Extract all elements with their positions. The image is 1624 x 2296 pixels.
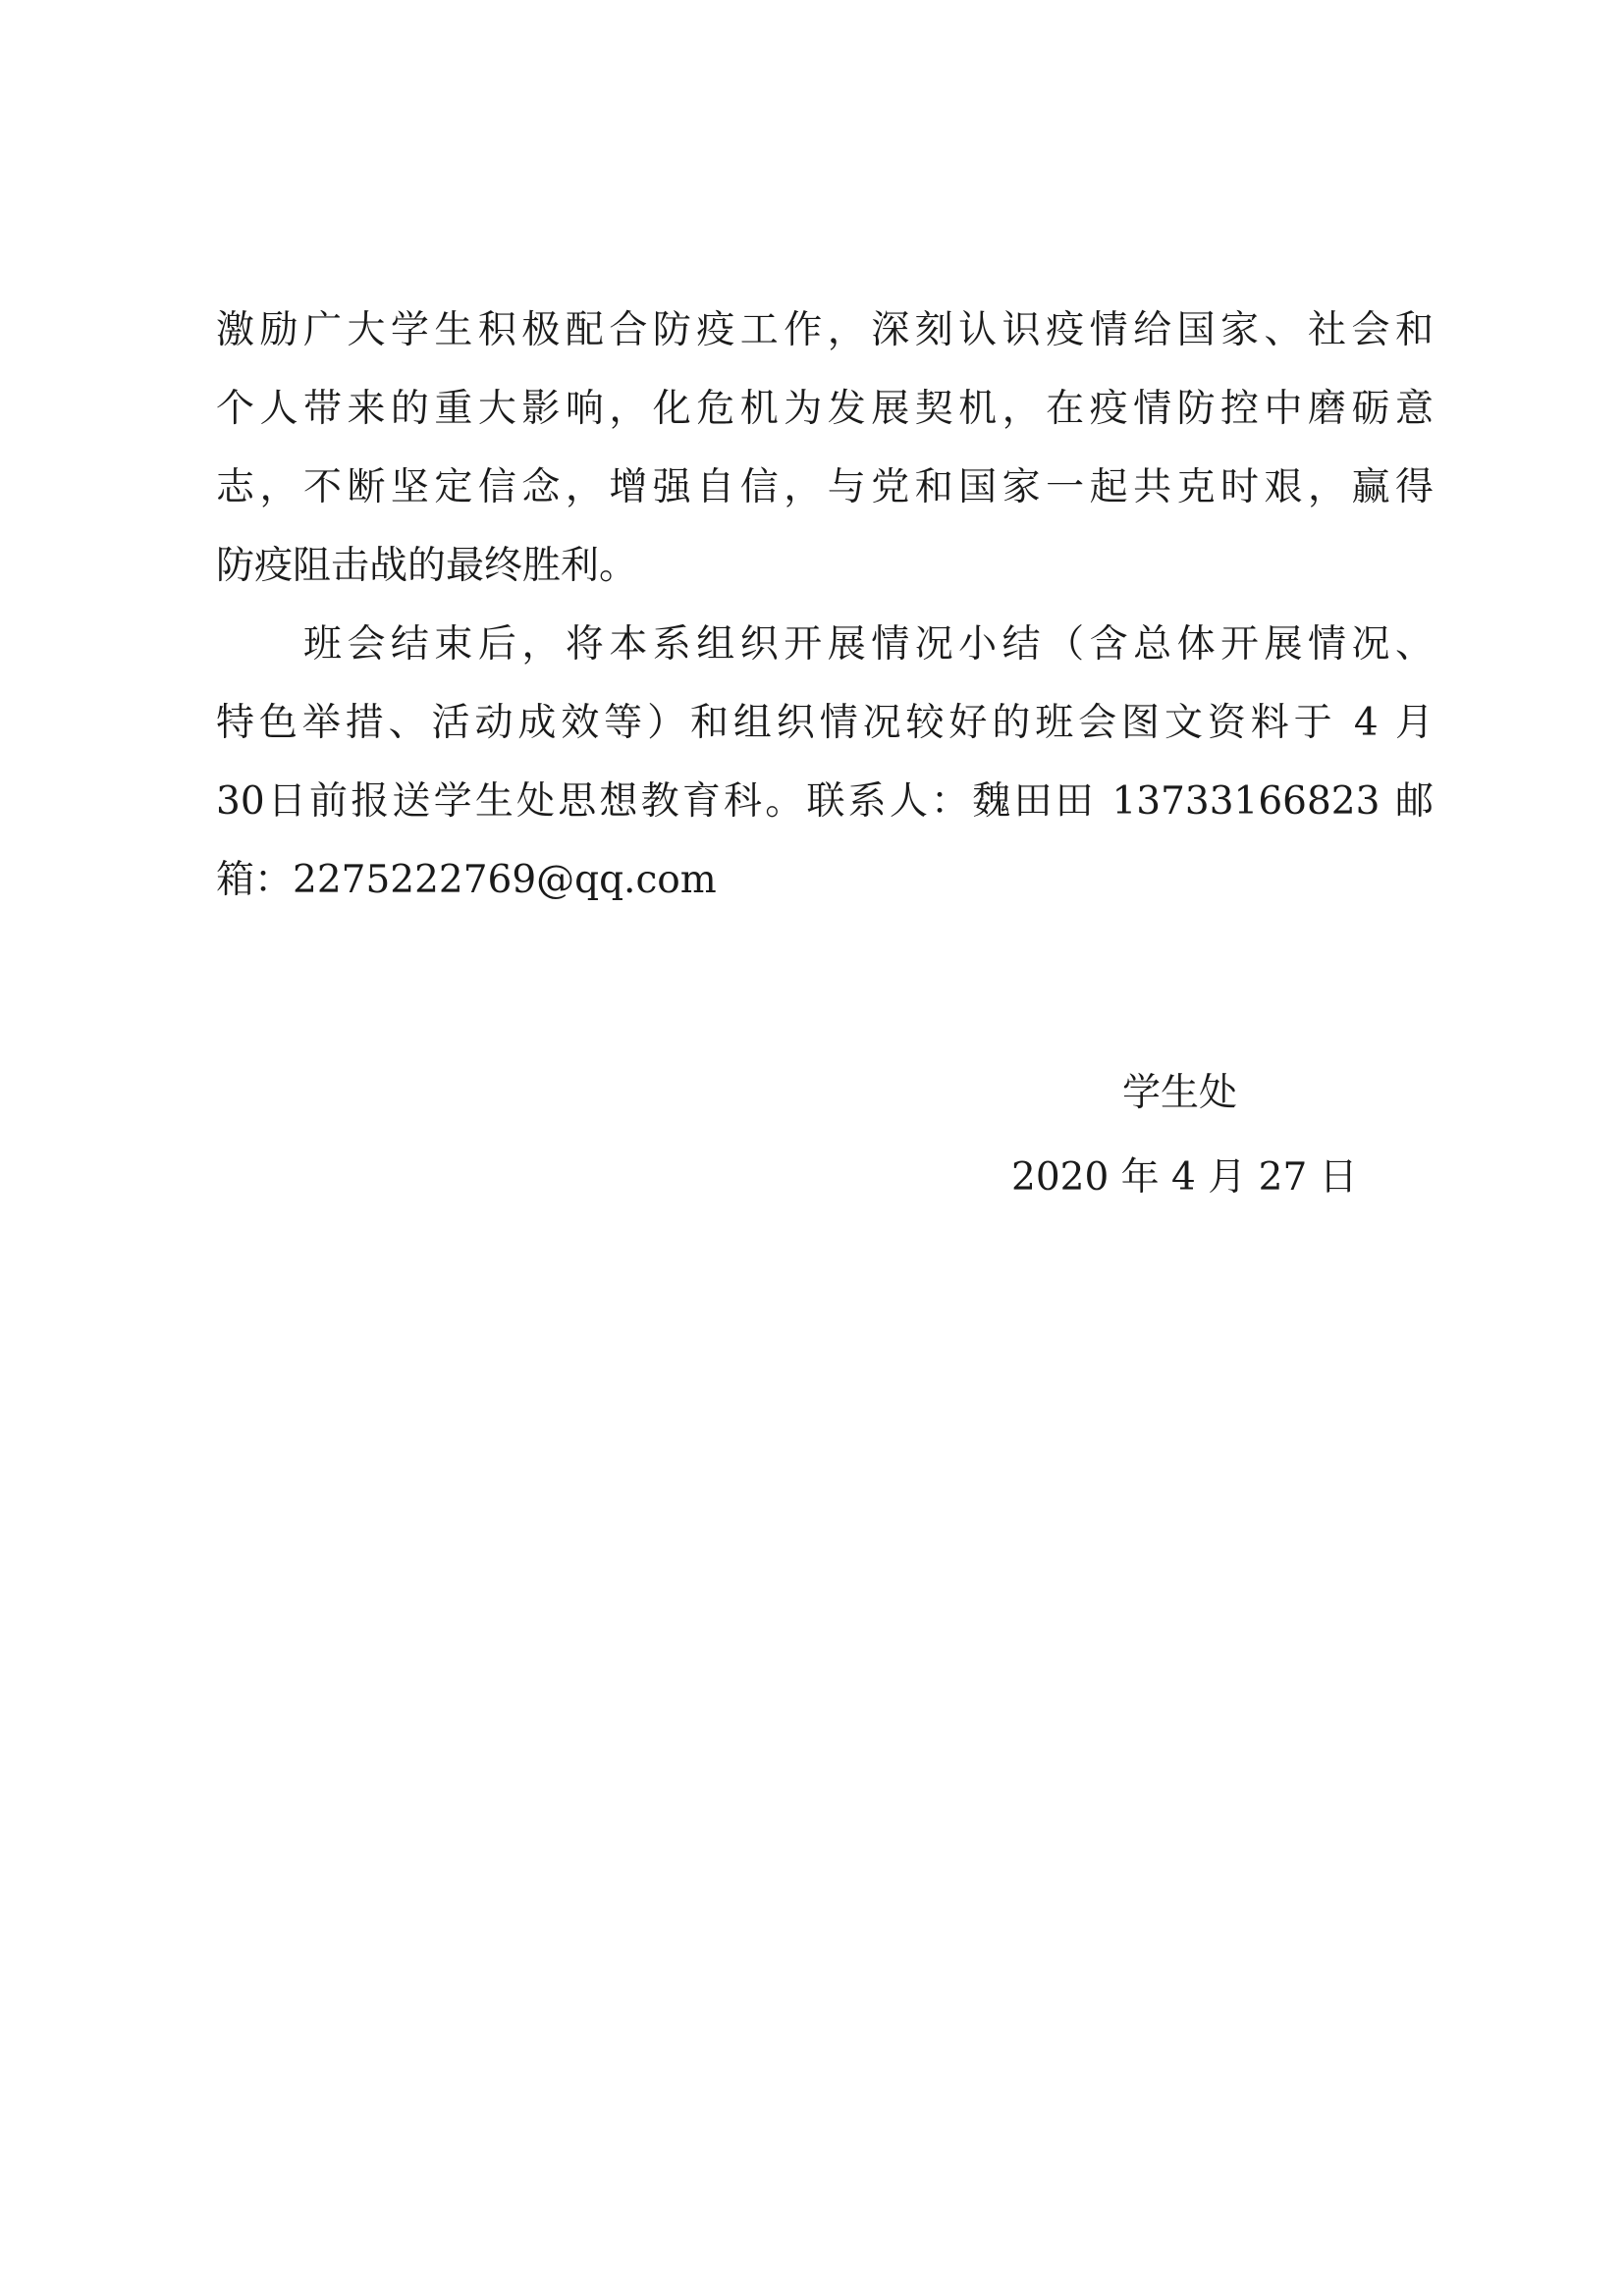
body-line-7: 30日前报送学生处思想教育科。联系人：魏田田 13733166823 邮 xyxy=(216,779,1434,824)
signature-date: 2020 年 4 月 27 日 xyxy=(1011,1155,1358,1200)
body-line-3: 志，不断坚定信念，增强自信，与党和国家一起共克时艰，赢得 xyxy=(216,465,1434,509)
body-line-1: 激励广大学生积极配合防疫工作，深刻认识疫情给国家、社会和 xyxy=(216,308,1434,352)
body-line-4: 防疫阻击战的最终胜利。 xyxy=(216,544,638,588)
body-line-6: 特色举措、活动成效等）和组织情况较好的班会图文资料于 4 月 xyxy=(216,701,1434,745)
body-line-2: 个人带来的重大影响，化危机为发展契机，在疫情防控中磨砺意 xyxy=(216,387,1434,431)
body-line-8: 箱：2275222769@qq.com xyxy=(216,858,717,902)
body-line-5: 班会结束后，将本系组织开展情况小结（含总体开展情况、 xyxy=(216,622,1434,667)
signature-office: 学生处 xyxy=(1122,1071,1238,1115)
